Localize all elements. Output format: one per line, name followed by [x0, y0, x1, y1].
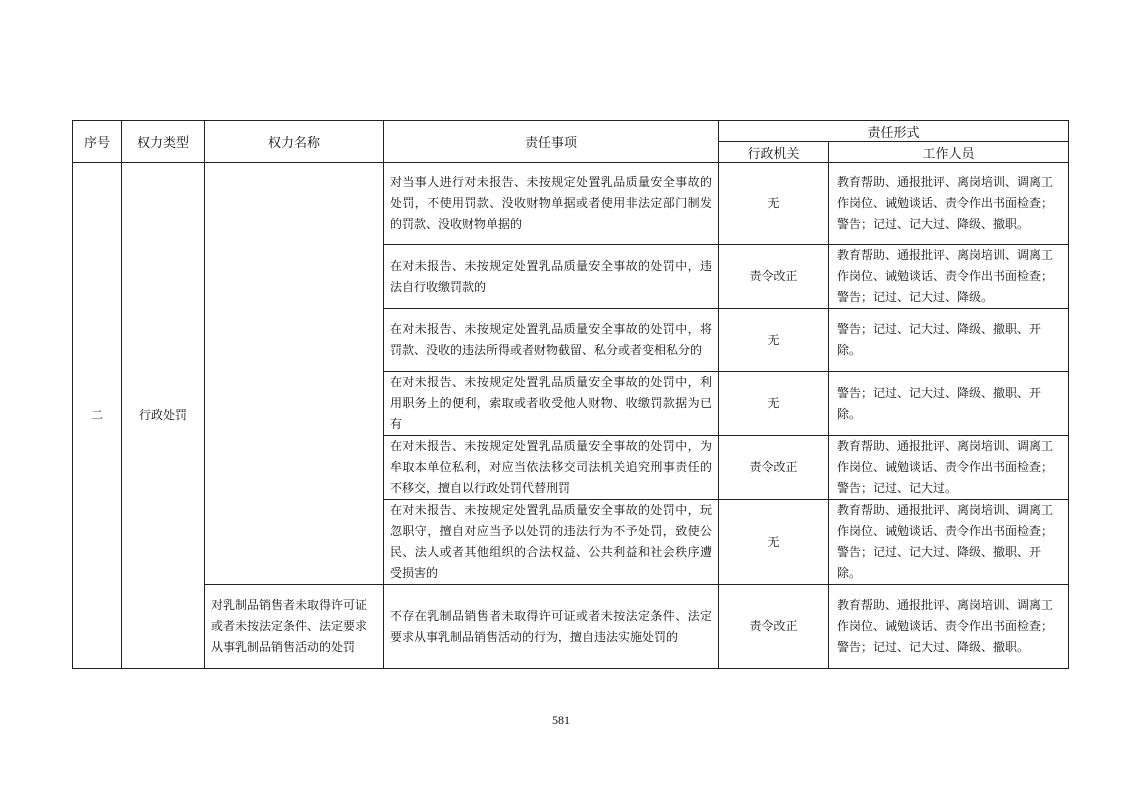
- staff-cell: 教育帮助、通报批评、离岗培训、调离工作岗位、诫勉谈话、责令作出书面检查；警告；记过、记大过、降级、撤职。: [829, 163, 1069, 245]
- header-staff: 工作人员: [829, 142, 1069, 163]
- header-seq: 序号: [73, 121, 122, 163]
- responsibility-table: [72, 120, 1069, 669]
- header-agency: 行政机关: [719, 142, 829, 163]
- group-power-type: 行政处罚: [122, 163, 205, 669]
- matter-cell: 不存在乳制品销售者未取得许可证或者未按法定条件、法定要求从事乳制品销售活动的行为，擅自违法实施处罚的: [384, 585, 719, 669]
- matter-cell: 在对未报告、未按规定处置乳品质量安全事故的处罚中，为牟取本单位私利，对应当依法移交司法机关追究刑事责任的不移交，擅自以行政处罚代替刑罚: [384, 436, 719, 500]
- staff-cell: 警告；记过、记大过、降级、撤职、开除。: [829, 309, 1069, 372]
- agency-cell: 无: [719, 500, 829, 585]
- matter-cell: 在对未报告、未按规定处置乳品质量安全事故的处罚中，将罚款、没收的违法所得或者财物截留、私分或者变相私分的: [384, 309, 719, 372]
- agency-cell: 责令改正: [719, 245, 829, 309]
- power-name-cell: 对乳制品销售者未取得许可证或者未按法定条件、法定要求从事乳制品销售活动的处罚: [205, 585, 384, 669]
- staff-cell: 教育帮助、通报批评、离岗培训、调离工作岗位、诫勉谈话、责令作出书面检查；警告；记过、记大过、降级、撤职。: [829, 585, 1069, 669]
- table-row: [73, 585, 1069, 669]
- header-form: 责任形式: [719, 121, 1069, 142]
- group-seq: 二: [73, 163, 122, 669]
- header-power-name: 权力名称: [205, 121, 384, 163]
- staff-cell: 警告；记过、记大过、降级、撤职、开除。: [829, 372, 1069, 436]
- agency-cell: 无: [719, 309, 829, 372]
- matter-cell: 在对未报告、未按规定处置乳品质量安全事故的处罚中，利用职务上的便利，索取或者收受他人财物、收缴罚款据为已有: [384, 372, 719, 436]
- staff-cell: 教育帮助、通报批评、离岗培训、调离工作岗位、诫勉谈话、责令作出书面检查；警告；记过、记大过。: [829, 436, 1069, 500]
- matter-cell: 对当事人进行对未报告、未按规定处置乳品质量安全事故的处罚，不使用罚款、没收财物单据或者使用非法定部门制发的罚款、没收财物单据的: [384, 163, 719, 245]
- agency-cell: 无: [719, 372, 829, 436]
- matter-cell: 在对未报告、未按规定处置乳品质量安全事故的处罚中，玩忽职守，擅自对应当予以处罚的违法行为不予处罚，致使公民、法人或者其他组织的合法权益、公共利益和社会秩序遭受损害的: [384, 500, 719, 585]
- agency-cell: 无: [719, 163, 829, 245]
- matter-cell: 在对未报告、未按规定处置乳品质量安全事故的处罚中，违法自行收缴罚款的: [384, 245, 719, 309]
- agency-cell: 责令改正: [719, 585, 829, 669]
- staff-cell: 教育帮助、通报批评、离岗培训、调离工作岗位、诫勉谈话、责令作出书面检查；警告；记过、记大过、降级。: [829, 245, 1069, 309]
- power-name-empty: [205, 163, 384, 585]
- header-power-type: 权力类型: [122, 121, 205, 163]
- header-responsibility: 责任事项: [384, 121, 719, 163]
- agency-cell: 责令改正: [719, 436, 829, 500]
- staff-cell: 教育帮助、通报批评、离岗培训、调离工作岗位、诫勉谈话、责令作出书面检查；警告；记过、记大过、降级、撤职、开除。: [829, 500, 1069, 585]
- table-row: [73, 163, 1069, 245]
- page-number: 581: [552, 713, 570, 727]
